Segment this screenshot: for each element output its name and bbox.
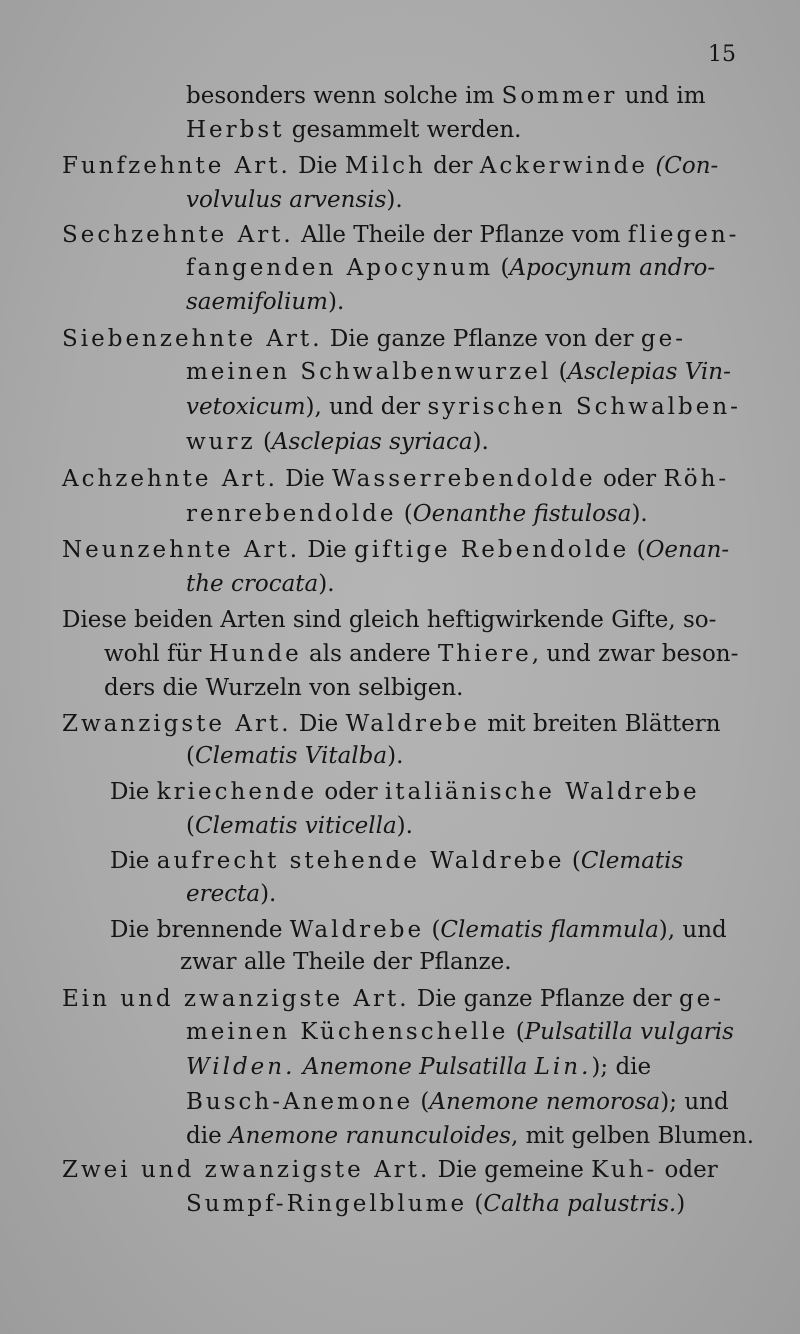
entry-17-line-2: meinen Schwalbenwurzel (Asclepias Vin- [186, 359, 731, 385]
entry-20c-line-2: erecta). [186, 881, 277, 907]
entry-20d-line-2: zwar alle Theile der Pflanze. [180, 949, 512, 975]
entry-20-line-1: Zwanzigste Art. Die Waldrebe mit breiten Blättern [62, 711, 721, 737]
entry-20c-line-1: Die aufrecht stehende Waldrebe (Clematis [110, 848, 684, 874]
entry-21-line-4: Busch-Anemone (Anemone nemorosa); und [186, 1089, 729, 1115]
entry-17-line-4: wurz (Asclepias syriaca). [186, 429, 489, 455]
entry-17-line-1: Siebenzehnte Art. Die ganze Pflanze von der ge- [62, 326, 686, 352]
entry-19-line-1: Neunzehnte Art. Die giftige Rebendolde (Oenan- [62, 537, 730, 563]
entry-21-line-3: Wilden. Anemone Pulsatilla Lin.); die [186, 1054, 652, 1080]
entry-20-line-2: (Clematis Vitalba). [186, 743, 404, 769]
entry-16-line-3: saemifolium). [186, 289, 345, 315]
entry-21-line-1: Ein und zwanzigste Art. Die ganze Pflanze der ge- [62, 986, 725, 1012]
note-line-1: Diese beiden Arten sind gleich heftigwirkende Gifte, so- [62, 607, 717, 633]
entry-21-line-2: meinen Küchenschelle (Pulsatilla vulgaris [186, 1019, 734, 1045]
entry-20b-line-1: Die kriechende oder italiänische Waldrebe [110, 779, 700, 805]
entry-19-line-2: the crocata). [186, 571, 335, 597]
note-line-3: ders die Wurzeln von selbigen. [104, 675, 464, 701]
entry-18-line-1: Achzehnte Art. Die Wasserrebendolde oder Röh- [62, 466, 730, 492]
text-line-1: besonders wenn solche im Sommer und im [186, 83, 706, 109]
entry-21-line-5: die Anemone ranunculoides, mit gelben Blumen. [186, 1123, 755, 1149]
note-line-2: wohl für Hunde als andere Thiere, und zwar beson- [104, 641, 739, 667]
page-number: 15 [708, 42, 736, 67]
entry-22-line-2: Sumpf-Ringelblume (Caltha palustris.) [186, 1191, 686, 1217]
entry-20b-line-2: (Clematis viticella). [186, 813, 413, 839]
text-line-2: Herbst gesammelt werden. [186, 117, 522, 143]
entry-22-line-1: Zwei und zwanzigste Art. Die gemeine Kuh- oder [62, 1157, 718, 1183]
entry-17-line-3: vetoxicum), und der syrischen Schwalben- [186, 394, 741, 420]
entry-15-line-1: Funfzehnte Art. Die Milch der Ackerwinde (Con- [62, 153, 719, 179]
entry-20d-line-1: Die brennende Waldrebe (Clematis flammula), und [110, 917, 727, 943]
entry-16-line-2: fangenden Apocynum (Apocynum andro- [186, 255, 716, 281]
entry-15-line-2: volvulus arvensis). [186, 187, 403, 213]
entry-16-line-1: Sechzehnte Art. Alle Theile der Pflanze vom fliegen- [62, 222, 740, 248]
entry-18-line-2: renrebendolde (Oenanthe fistulosa). [186, 501, 648, 527]
